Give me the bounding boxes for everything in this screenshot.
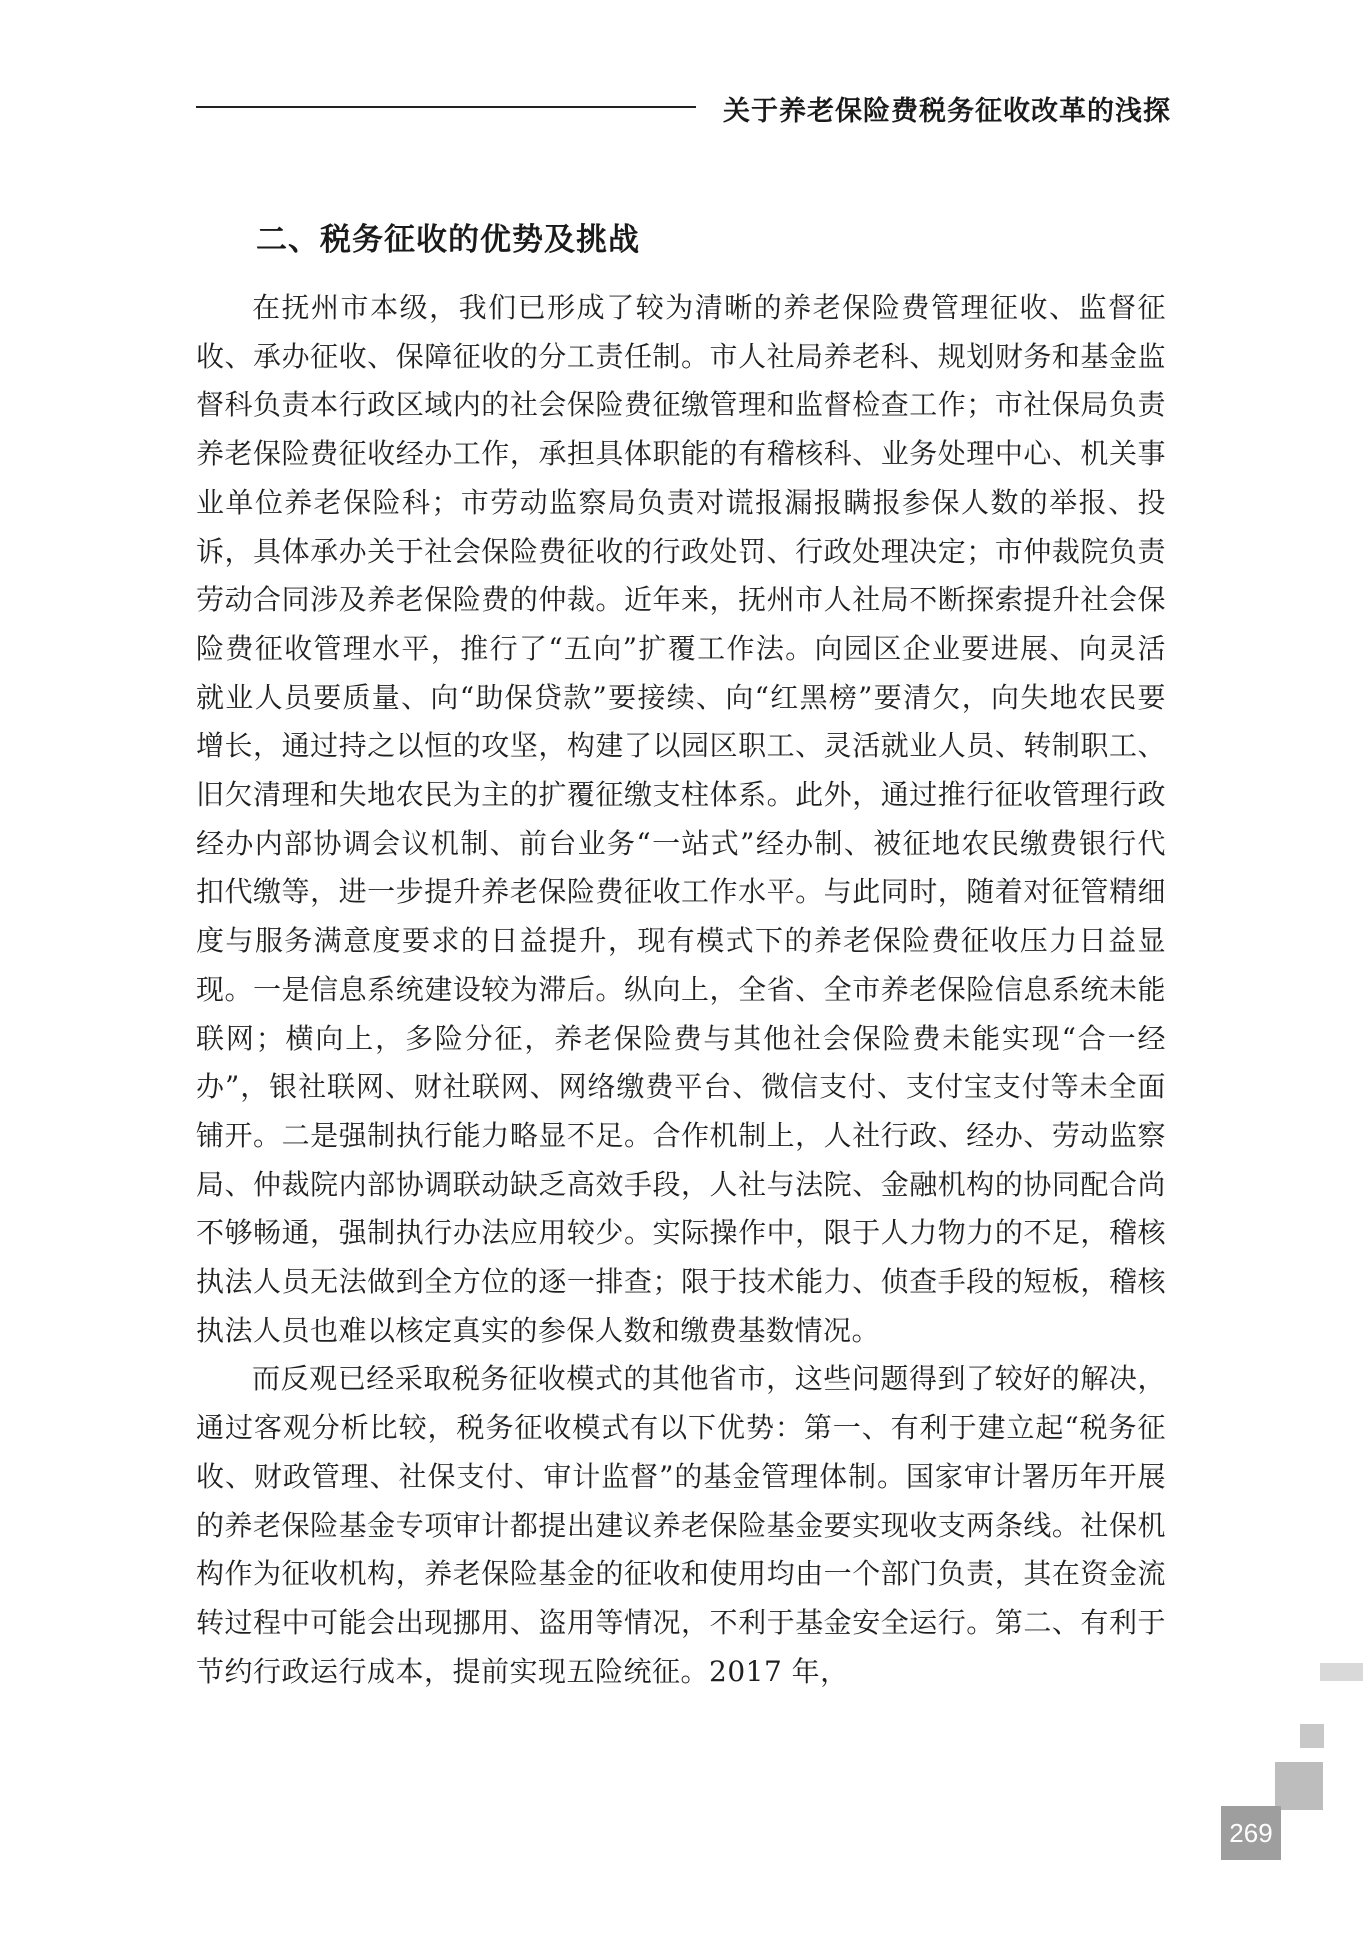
running-header: [196, 84, 1171, 134]
decorative-square: [1275, 1762, 1323, 1810]
decorative-square: [1320, 1663, 1363, 1681]
paragraph-1: 在抚州市本级，我们已形成了较为清晰的养老保险费管理征收、监督征收、承办征收、保障征收的分工责任制。市人社局养老科、规划财务和基金监督科负责本行政区域内的社会保险费征缴管理和监督检查工作；市社保局负责养老保险费征收经办工作，承担具体职能的有稽核科、业务处理中心、机关事业单位养老保险科；市劳动监察局负责对谎报漏报瞒报参保人数的举报、投诉，具体承办关于社会保险费征收的行政处罚、行政处理决定；市仲裁院负责劳动合同涉及养老保险费的仲裁。近年来，抚州市人社局不断探索提升社会保险费征收管理水平，推行了“五向”扩覆工作法。向园区企业要进展、向灵活就业人员要质量、向“助保贷款”要接续、向“红黑榜”要清欠，向失地农民要增长，通过持之以恒的攻坚，构建了以园区职工、灵活就业人员、转制职工、旧欠清理和失地农民为主的扩覆征缴支柱体系。此外，通过推行征收管理行政经办内部协调会议机制、前台业务“一站式”经办制、被征地农民缴费银行代扣代缴等，进一步提升养老保险费征收工作水平。与此同时，随着对征管精细度与服务满意度要求的日益提升，现有模式下的养老保险费征收压力日益显现。一是信息系统建设较为滞后。纵向上，全省、全市养老保险信息系统未能联网；横向上，多险分征，养老保险费与其他社会保险费未能实现“合一经办”，银社联网、财社联网、网络缴费平台、微信支付、支付宝支付等未全面铺开。二是强制执行能力略显不足。合作机制上，人社行政、经办、劳动监察局、仲裁院内部协调联动缺乏高效手段，人社与法院、金融机构的协同配合尚不够畅通，强制执行办法应用较少。实际操作中，限于人力物力的不足，稽核执法人员无法做到全方位的逐一排查；限于技术能力、侦查手段的短板，稽核执法人员也难以核定真实的参保人数和缴费基数情况。: [196, 291, 1166, 1347]
paragraph-2: 而反观已经采取税务征收模式的其他省市，这些问题得到了较好的解决，通过客观分析比较，税务征收模式有以下优势：第一、有利于建立起“税务征收、财政管理、社保支付、审计监督”的基金管理体制。国家审计署历年开展的养老保险基金专项审计都提出建议养老保险基金要实现收支两条线。社保机构作为征收机构，养老保险基金的征收和使用均由一个部门负责，其在资金流转过程中可能会出现挪用、盗用等情况，不利于基金安全运行。第二、有利于节约行政运行成本，提前实现五险统征。2017 年，: [196, 1362, 1166, 1688]
header-rule: [196, 106, 696, 108]
body-text: [196, 284, 1166, 1696]
decorative-square: [1300, 1724, 1324, 1748]
section-heading: 二、税务征收的优势及挑战: [256, 222, 640, 258]
running-title: 关于养老保险费税务征收改革的浅探: [723, 96, 1171, 127]
page-number: 269: [1221, 1806, 1281, 1860]
